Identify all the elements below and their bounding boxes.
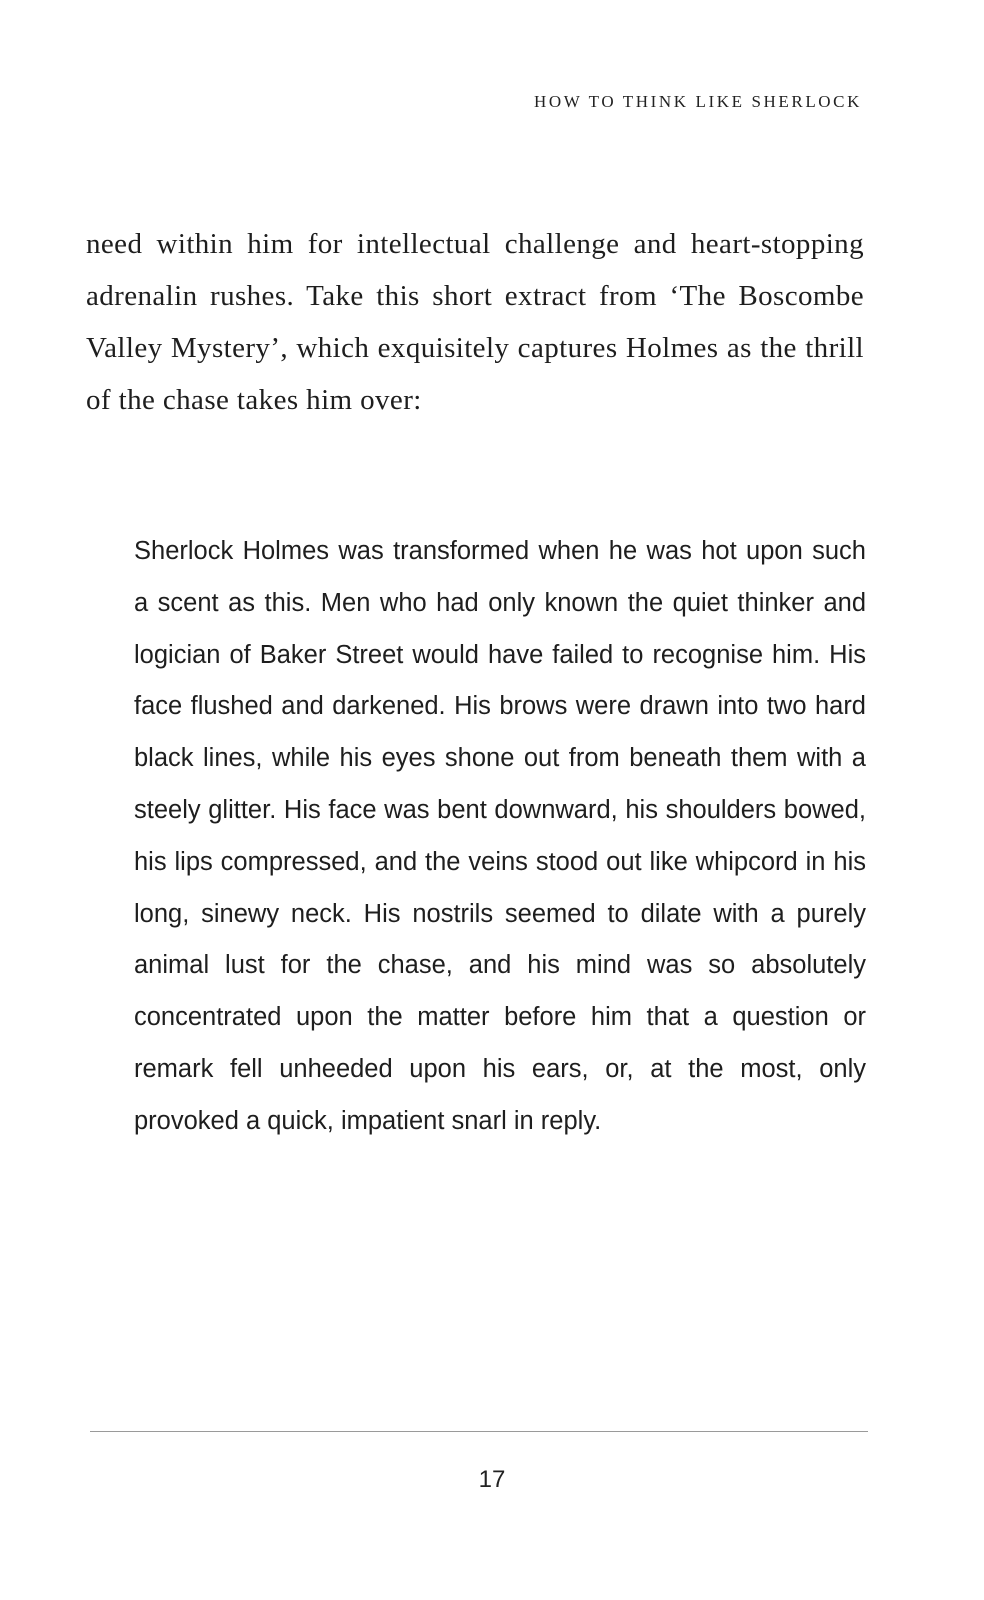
body-paragraph: need within him for intellectual challenge and heart-stopping adrenalin rushes. Take this short extract from ‘The Boscombe Valley Mystery’, which exquisitely captures Holmes as the thrill of the chase takes him over:: [86, 228, 864, 416]
footer-divider: [90, 1431, 868, 1432]
running-head: HOW TO THINK LIKE SHERLOCK: [534, 92, 862, 111]
block-quote: Sherlock Holmes was transformed when he was hot upon such a scent as this. Men who had only known the quiet thinker and logician of Baker Street would have failed to recognise him. His face flushed and darkened. His brows were drawn into two hard black lines, while his eyes shone out from beneath them with a steely glitter. His face was bent downward, his shoulders bowed, his lips compressed, and the veins stood out like whipcord in his long, sinewy neck. His nostrils seemed to dilate with a purely animal lust for the chase, and his mind was so absolutely concentrated upon the matter before him that a question or remark fell unheeded upon his ears, or, at the most, only provoked a quick, impatient snarl in reply.: [134, 537, 866, 1135]
page-number: 17: [478, 1466, 506, 1493]
